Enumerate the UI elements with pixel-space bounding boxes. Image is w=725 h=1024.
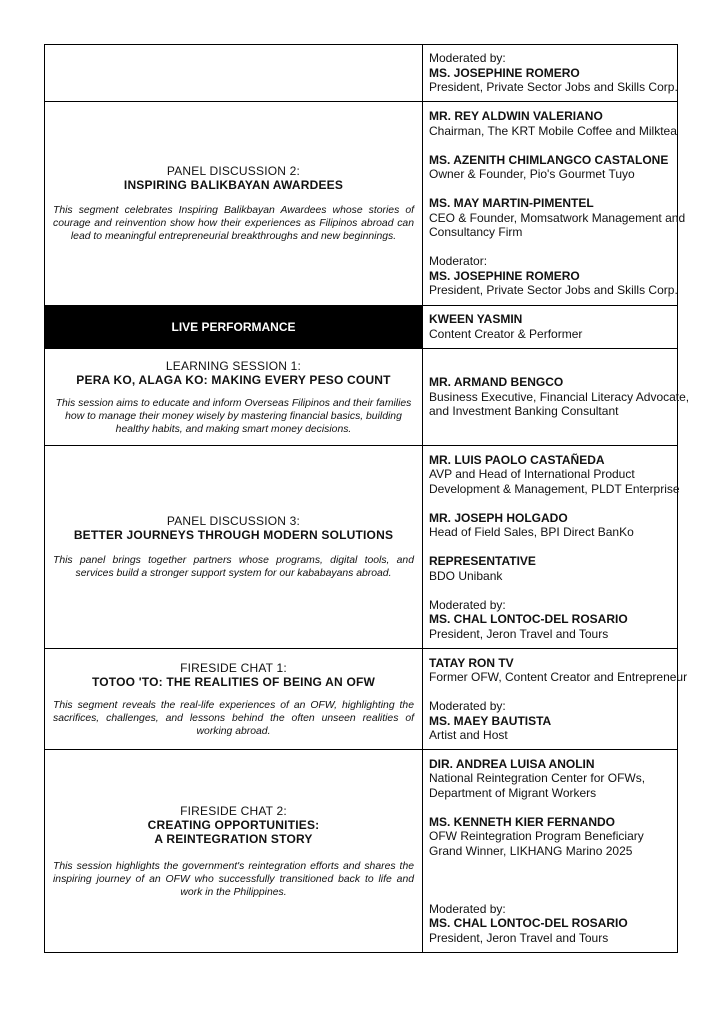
speaker-name: MS. CHAL LONTOC-DEL ROSARIO	[429, 612, 628, 627]
speaker-name: MR. JOSEPH HOLGADO	[429, 510, 568, 525]
segment-description: This segment celebrates Inspiring Balikbayan Awardees whose stories of courage and reinvention show how their experiences as Filipinos abroad can lead to meaningful entrepreneurial breakthroughs and new beginnings.	[53, 205, 414, 242]
segment-title: TOTOO 'TO: THE REALITIES OF BEING AN OFW	[91, 674, 376, 689]
table-row	[45, 349, 678, 446]
segment-cell	[45, 446, 423, 649]
speaker-title: Content Creator & Performer	[429, 326, 583, 341]
moderator-label: Moderated by:	[429, 699, 506, 713]
speaker-name: MS. JOSEPHINE ROMERO	[429, 268, 580, 283]
speaker-name: DIR. ANDREA LUISA ANOLIN	[429, 756, 595, 771]
segment-description: This segment reveals the real-life experiences of an OFW, highlighting the sacrifices, challenges, and lessons behind the often unseen realities of working abroad.	[53, 699, 414, 737]
table-row	[45, 102, 678, 306]
moderator-label: Moderated by:	[429, 901, 506, 916]
segment-kind: FIRESIDE CHAT 2:	[180, 803, 287, 818]
table-row	[45, 446, 678, 649]
speakers-cell	[423, 750, 678, 953]
speaker-name: MS. JOSEPHINE ROMERO	[429, 65, 580, 80]
segment-kind: LEARNING SESSION 1:	[165, 358, 302, 373]
table-row	[45, 750, 678, 953]
moderator-label: Moderator:	[429, 254, 488, 269]
speaker-title: Former OFW, Content Creator and Entrepreneur	[429, 670, 688, 684]
speaker-title: AVP and Head of International Product	[429, 467, 635, 482]
speaker-title: OFW Reintegration Program Beneficiary	[429, 829, 644, 844]
segment-title-line-2: A REINTEGRATION STORY	[154, 831, 313, 846]
speaker-name: MS. MAEY BAUTISTA	[429, 713, 552, 728]
segment-kind: PANEL DISCUSSION 3:	[166, 514, 301, 528]
speakers-cell	[423, 102, 686, 306]
table-row	[45, 649, 678, 750]
speaker-title: Grand Winner, LIKHANG Marino 2025	[429, 843, 633, 858]
speaker-title: Artist and Host	[429, 728, 508, 742]
segment-title: PERA KO, ALAGA KO: MAKING EVERY PESO COUNT	[76, 372, 391, 387]
speakers-cell	[423, 45, 678, 102]
speaker-name: REPRESENTATIVE	[429, 554, 536, 569]
speaker-title: Head of Field Sales, BPI Direct BanKo	[429, 525, 634, 540]
segment-cell	[45, 750, 423, 953]
speaker-name: MS. AZENITH CHIMLANGCO CASTALONE	[429, 152, 669, 167]
speaker-name: MS. KENNETH KIER FERNANDO	[429, 814, 616, 829]
segment-description: This session highlights the government's reintegration efforts and shares the inspiring journey of an OFW who successfully transitioned back to life and work in the Philippines.	[53, 860, 414, 898]
speaker-title: President, Private Sector Jobs and Skills Corp.	[429, 283, 678, 298]
speaker-title: President, Jeron Travel and Tours	[429, 930, 609, 945]
speaker-title: CEO & Founder, Momsatwork Management and	[429, 210, 686, 225]
speaker-title: BDO Unibank	[429, 568, 503, 583]
table-row	[45, 45, 678, 102]
speakers-cell	[423, 446, 678, 649]
segment-cell	[45, 649, 423, 750]
segment-description: This session aims to educate and inform Overseas Filipinos and their families how to manage their money wisely by mastering financial basics, building healthy habits, and making smart money decisions.	[55, 397, 412, 435]
table-row	[45, 306, 678, 349]
segment-kind: PANEL DISCUSSION 2:	[166, 164, 301, 178]
speaker-name: MS. MAY MARTIN-PIMENTEL	[429, 196, 594, 211]
segment-description: This panel brings together partners whose programs, digital tools, and services build a stronger support system for our kababayans abroad.	[53, 555, 414, 579]
segment-cell	[45, 45, 423, 102]
program-table	[44, 44, 690, 953]
segment-cell	[45, 349, 423, 446]
segment-title: BETTER JOURNEYS THROUGH MODERN SOLUTIONS	[73, 528, 394, 542]
segment-title: LIVE PERFORMANCE	[171, 320, 296, 334]
speaker-name: MR. ARMAND BENGCO	[429, 375, 564, 390]
segment-title: CREATING OPPORTUNITIES:	[147, 817, 320, 832]
speaker-title: Business Executive, Financial Literacy Advocate,	[429, 389, 690, 404]
speaker-title: Chairman, The KRT Mobile Coffee and Milktea	[429, 123, 677, 138]
segment-cell	[45, 306, 423, 349]
speaker-title: and Investment Banking Consultant	[429, 404, 619, 419]
moderator-label: Moderated by:	[429, 51, 506, 66]
speaker-name: MS. CHAL LONTOC-DEL ROSARIO	[429, 916, 628, 931]
moderator-label: Moderated by:	[429, 597, 506, 612]
speaker-title: President, Jeron Travel and Tours	[429, 626, 609, 641]
speaker-title: Department of Migrant Workers	[429, 785, 597, 800]
speakers-cell	[423, 306, 678, 349]
speaker-title: Consultancy Firm	[429, 225, 523, 240]
speakers-cell	[423, 649, 688, 750]
segment-kind: FIRESIDE CHAT 1:	[180, 660, 287, 675]
speaker-title: Owner & Founder, Pio's Gourmet Tuyo	[429, 167, 635, 182]
speaker-title: President, Private Sector Jobs and Skills Corp.	[429, 80, 678, 95]
speaker-name: TATAY RON TV	[429, 655, 514, 670]
speaker-name: KWEEN YASMIN	[429, 312, 523, 326]
speaker-name: MR. REY ALDWIN VALERIANO	[429, 109, 603, 124]
speaker-title: Development & Management, PLDT Enterprise	[429, 481, 680, 496]
speaker-title: National Reintegration Center for OFWs,	[429, 771, 646, 786]
speakers-cell	[423, 349, 690, 446]
segment-cell	[45, 102, 423, 306]
speaker-name: MR. LUIS PAOLO CASTAÑEDA	[429, 452, 605, 467]
segment-title: INSPIRING BALIKBAYAN AWARDEES	[123, 178, 344, 192]
